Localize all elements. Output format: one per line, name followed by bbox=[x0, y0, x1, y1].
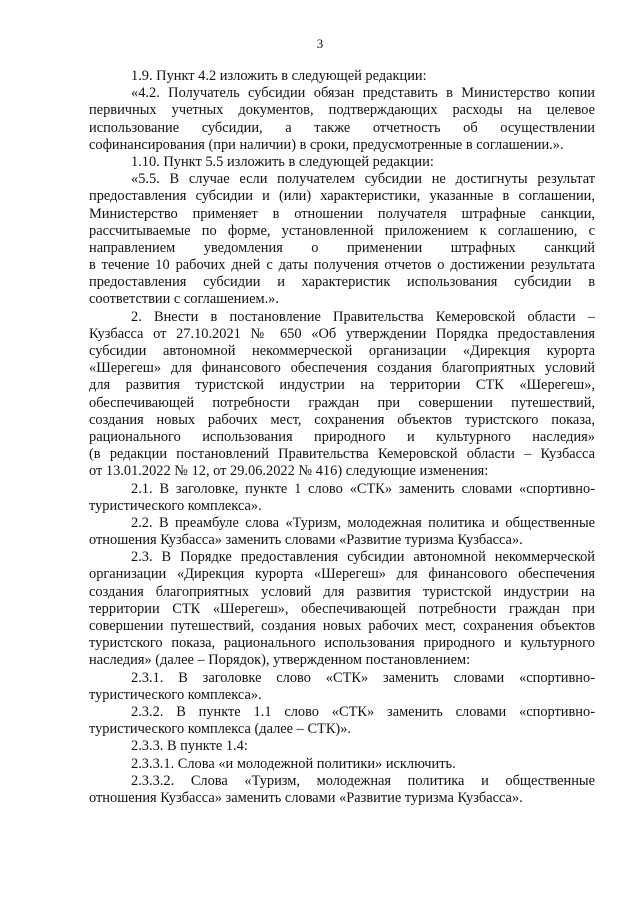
text-line: отношения Кузбасса» заменить словами «Развитие туризма Кузбасса». bbox=[89, 532, 523, 549]
text-line: наследия» (далее – Порядок), утвержденном постановлением: bbox=[89, 652, 471, 669]
text-line: «5.5. В случае если получателем субсидии не достигнуты результат bbox=[131, 171, 595, 188]
text-line: от 13.01.2022 № 12, от 29.06.2022 № 416) следующие изменения: bbox=[89, 463, 489, 480]
text-line: «4.2. Получатель субсидии обязан представить в Министерство копии bbox=[131, 85, 595, 102]
text-line: 2.2. В преамбуле слова «Туризм, молодежная политика и общественные bbox=[131, 514, 595, 531]
text-line: туристского показа, рационального использования природного и культурного bbox=[89, 635, 595, 652]
text-line: создания благоприятных условий для развития туристской индустрии на bbox=[89, 583, 595, 600]
text-line: совершении путешествий, создания новых рабочих мест, сохранения объектов bbox=[89, 618, 595, 634]
text-line: туристического комплекса». bbox=[89, 686, 262, 703]
text-line: для развития туристской индустрии на территории СТК «Шерегеш», bbox=[89, 377, 595, 394]
text-line: отношения Кузбасса» заменить словами «Развитие туризма Кузбасса». bbox=[89, 789, 523, 806]
text-line: организации «Дирекция курорта «Шерегеш» для финансового обеспечения bbox=[89, 566, 595, 583]
text-line: 2.3. В Порядке предоставления субсидии автономной некоммерческой bbox=[131, 549, 595, 566]
text-line: 2.3.3. В пункте 1.4: bbox=[131, 738, 248, 755]
text-line: предоставления субсидии и (или) характеристики, указанные в соглашении, bbox=[89, 188, 595, 205]
text-line: софинансирования (при наличии) в сроки, предусмотренные в соглашении.». bbox=[89, 136, 564, 153]
text-line: использование субсидии, а также отчетность об осуществлении bbox=[89, 119, 595, 136]
text-line: 2.1. В заголовке, пункте 1 слово «СТК» заменить словами «спортивно- bbox=[131, 480, 595, 497]
text-line: 1.10. Пункт 5.5 изложить в следующей редакции: bbox=[131, 153, 434, 170]
text-line: «Шерегеш» для финансового обеспечения создания благоприятных условий bbox=[89, 360, 595, 377]
text-line: в течение 10 рабочих дней с даты получения отчетов о достижении результата bbox=[89, 257, 595, 274]
text-line: Министерство применяет в отношении получателя штрафные санкции, bbox=[89, 205, 595, 222]
text-line: соответствии с соглашением.». bbox=[89, 291, 279, 308]
text-line: предоставления субсидии и характеристик использования субсидии в bbox=[89, 274, 595, 291]
page-number: 3 bbox=[316, 36, 324, 51]
text-line: туристического комплекса (далее – СТК)». bbox=[89, 721, 352, 738]
text-line: создания новых рабочих мест, сохранения объектов туристского показа, bbox=[89, 411, 595, 428]
text-line: 2.3.2. В пункте 1.1 слово «СТК» заменить словами «спортивно- bbox=[131, 703, 595, 720]
text-line: 2.3.3.2. Слова «Туризм, молодежная политика и общественные bbox=[131, 772, 595, 789]
text-line: территории СТК «Шерегеш», обеспечивающей потребности граждан при bbox=[89, 600, 595, 617]
text-line: субсидии автономной некоммерческой организации «Дирекция курорта bbox=[89, 343, 595, 359]
text-line: 2. Внести в постановление Правительства Кемеровской области – bbox=[131, 308, 595, 325]
text-line: 1.9. Пункт 4.2 изложить в следующей редакции: bbox=[131, 68, 427, 84]
text-line: туристического комплекса». bbox=[89, 497, 262, 514]
text-line: Кузбасса от 27.10.2021 № 650 «Об утверждении Порядка предоставления bbox=[89, 325, 595, 342]
text-line: 2.3.3.1. Слова «и молодежной политики» исключить. bbox=[131, 755, 456, 772]
text-line: (в редакции постановлений Правительства Кемеровской области – Кузбасса bbox=[89, 446, 595, 463]
text-line: 2.3.1. В заголовке слово «СТК» заменить словами «спортивно- bbox=[131, 669, 595, 686]
text-line: направлением уведомления о применении штрафных санкций bbox=[89, 239, 595, 256]
text-line: рационального использования природного и культурного наследия» bbox=[89, 428, 595, 445]
text-line: рассчитываемые по форме, установленной приложением к соглашению, с bbox=[89, 222, 595, 239]
text-line: первичных учетных документов, подтверждающих расходы на целевое bbox=[89, 102, 595, 119]
text-line: обеспечивающей потребности граждан при совершении путешествий, bbox=[89, 394, 595, 411]
document-body bbox=[89, 68, 595, 807]
